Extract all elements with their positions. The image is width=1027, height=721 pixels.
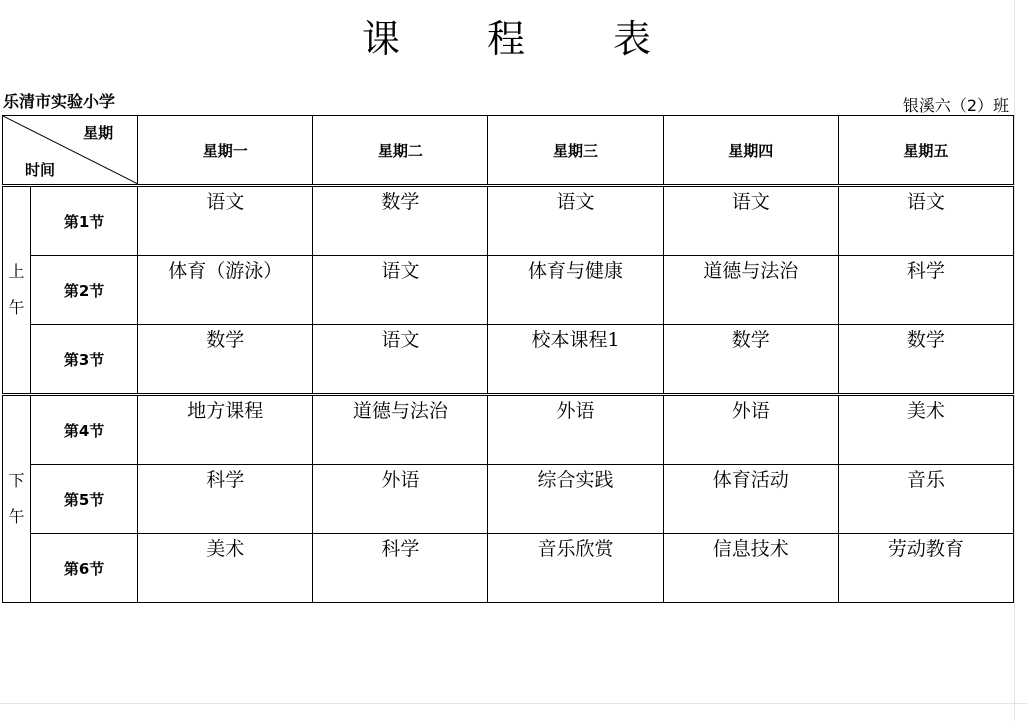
period-label: 第5节	[31, 465, 138, 534]
class-cell[interactable]: 数学	[313, 186, 488, 256]
header-row	[3, 116, 1014, 186]
period-row	[3, 325, 1014, 395]
class-cell[interactable]: 信息技术	[663, 534, 838, 603]
session-char: 上 午	[8, 262, 25, 317]
class-cell[interactable]: 道德与法治	[663, 256, 838, 325]
class-cell[interactable]: 科学	[313, 534, 488, 603]
schedule-table	[2, 115, 1014, 603]
session-label-morning	[3, 186, 31, 395]
period-label: 第2节	[31, 256, 138, 325]
class-name: 银溪六（2）班	[902, 96, 1009, 115]
period-label: 第3节	[31, 325, 138, 395]
day-header: 星期四	[663, 116, 838, 186]
class-cell[interactable]: 体育活动	[663, 465, 838, 534]
corner-header-cell	[3, 116, 138, 186]
class-cell[interactable]: 语文	[663, 186, 838, 256]
day-header: 星期二	[313, 116, 488, 186]
class-cell[interactable]: 语文	[138, 186, 313, 256]
class-cell[interactable]: 语文	[838, 186, 1013, 256]
class-cell[interactable]: 音乐	[838, 465, 1013, 534]
corner-week-label: 星期	[83, 124, 114, 142]
school-name: 乐清市实验小学	[3, 92, 116, 111]
day-header: 星期五	[838, 116, 1013, 186]
period-row	[3, 395, 1014, 465]
class-cell[interactable]: 校本课程1	[488, 325, 663, 395]
session-label-afternoon	[3, 395, 31, 603]
class-cell[interactable]: 音乐欣赏	[488, 534, 663, 603]
period-row	[3, 465, 1014, 534]
period-row	[3, 534, 1014, 603]
class-cell[interactable]: 语文	[313, 256, 488, 325]
period-row	[3, 186, 1014, 256]
day-header: 星期三	[488, 116, 663, 186]
class-cell[interactable]: 外语	[488, 395, 663, 465]
class-cell[interactable]: 道德与法治	[313, 395, 488, 465]
period-label: 第1节	[31, 186, 138, 256]
page-title	[0, 8, 1027, 61]
class-cell[interactable]: 地方课程	[138, 395, 313, 465]
title-char: 课	[362, 17, 401, 61]
title-char: 表	[613, 17, 652, 61]
class-cell[interactable]: 语文	[313, 325, 488, 395]
class-cell[interactable]: 综合实践	[488, 465, 663, 534]
class-cell[interactable]: 美术	[138, 534, 313, 603]
class-cell[interactable]: 科学	[138, 465, 313, 534]
period-label: 第4节	[31, 395, 138, 465]
class-cell[interactable]: 数学	[138, 325, 313, 395]
sheet-gridline	[1014, 0, 1015, 721]
class-cell[interactable]: 美术	[838, 395, 1013, 465]
session-char: 下 午	[8, 471, 25, 526]
class-cell[interactable]: 劳动教育	[838, 534, 1013, 603]
class-cell[interactable]: 科学	[838, 256, 1013, 325]
diagonal-line	[3, 116, 138, 184]
day-header: 星期一	[138, 116, 313, 186]
class-cell[interactable]: 外语	[663, 395, 838, 465]
class-cell[interactable]: 体育与健康	[488, 256, 663, 325]
class-cell[interactable]: 数学	[838, 325, 1013, 395]
class-cell[interactable]: 语文	[488, 186, 663, 256]
period-label: 第6节	[31, 534, 138, 603]
sheet-gridline	[0, 703, 1027, 704]
class-cell[interactable]: 体育（游泳）	[138, 256, 313, 325]
class-cell[interactable]: 数学	[663, 325, 838, 395]
title-char: 程	[487, 17, 526, 61]
period-row	[3, 256, 1014, 325]
class-cell[interactable]: 外语	[313, 465, 488, 534]
corner-time-label: 时间	[25, 161, 56, 179]
